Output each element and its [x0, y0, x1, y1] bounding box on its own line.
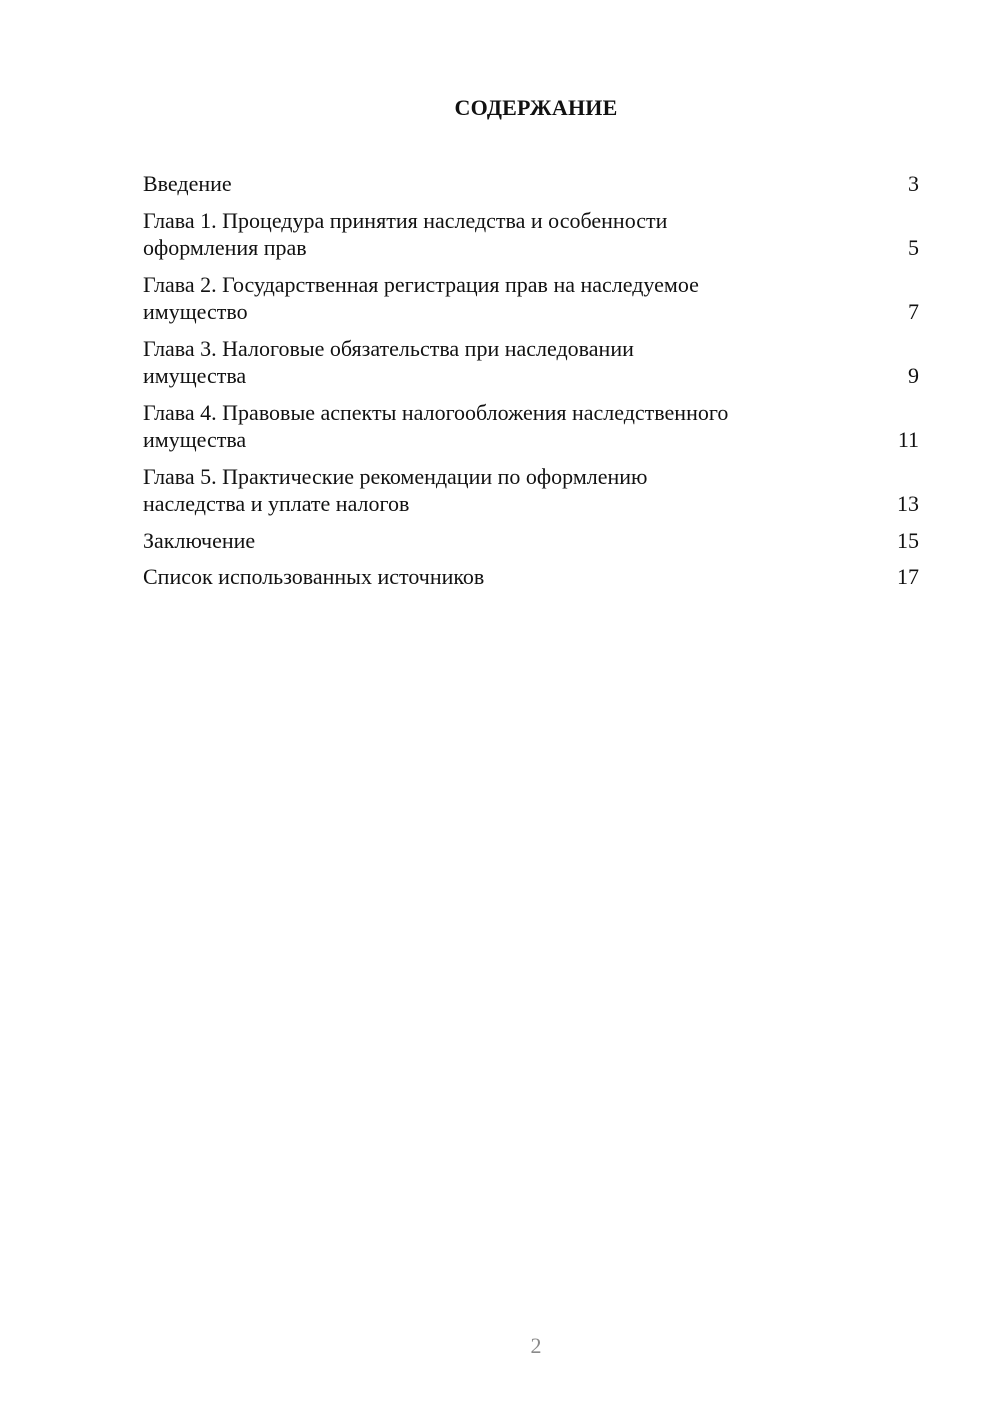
toc-entry-chapter-5: [143, 463, 919, 518]
toc-entry-chapter-3: [143, 335, 919, 390]
toc-entry-line: Введение: [143, 171, 232, 196]
toc-entry-page: 3: [908, 171, 919, 196]
toc-entry-text: [143, 335, 634, 390]
toc-entry-text: [143, 399, 728, 454]
toc-entry-chapter-4: [143, 399, 919, 454]
toc-entry-page: 9: [908, 363, 919, 388]
toc-entry-page: 5: [908, 235, 919, 260]
toc-entry-line: Список использованных источников: [143, 564, 485, 589]
toc-entry-text: [143, 271, 699, 326]
toc-entry-page: 11: [897, 427, 919, 452]
toc-entry-line: имущества: [143, 363, 247, 388]
toc-entry-conclusion: [143, 527, 919, 555]
toc-entry-line: Глава 1. Процедура принятия наследства и особенности: [143, 207, 668, 233]
toc-entry-references: [143, 563, 919, 591]
toc-entry-text: [143, 170, 232, 198]
toc-entry-line: наследства и уплате налогов: [143, 491, 410, 516]
toc-entry-introduction: [143, 170, 919, 198]
toc-entry-line: Глава 2. Государственная регистрация прав на наследуемое: [143, 271, 699, 297]
toc-entry-page: 13: [897, 491, 919, 516]
toc-entry-line: Глава 4. Правовые аспекты налогообложения наследственного: [143, 399, 729, 425]
toc-entry-chapter-1: [143, 207, 919, 262]
toc-entry-chapter-2: [143, 271, 919, 326]
toc-entry-page: 17: [897, 564, 919, 589]
toc-entry-page: 15: [897, 527, 919, 553]
page-number: 2: [530, 1333, 542, 1358]
toc-entry-line: Глава 3. Налоговые обязательства при наследовании: [143, 335, 634, 361]
toc-entry-text: [143, 207, 667, 262]
toc-entry-line: имущества: [143, 427, 247, 452]
toc-entry-line: Заключение: [143, 527, 256, 553]
toc-entry-page: 7: [908, 299, 919, 324]
toc-entry-text: [143, 563, 484, 591]
toc-entry-line: оформления прав: [143, 235, 307, 260]
table-of-contents: [143, 170, 919, 600]
page-title: СОДЕРЖАНИЕ: [454, 95, 618, 120]
toc-entry-line: Глава 5. Практические рекомендации по оформлению: [143, 463, 648, 489]
toc-entry-line: имущество: [143, 299, 248, 324]
toc-entry-text: [143, 527, 255, 555]
toc-entry-text: [143, 463, 647, 518]
